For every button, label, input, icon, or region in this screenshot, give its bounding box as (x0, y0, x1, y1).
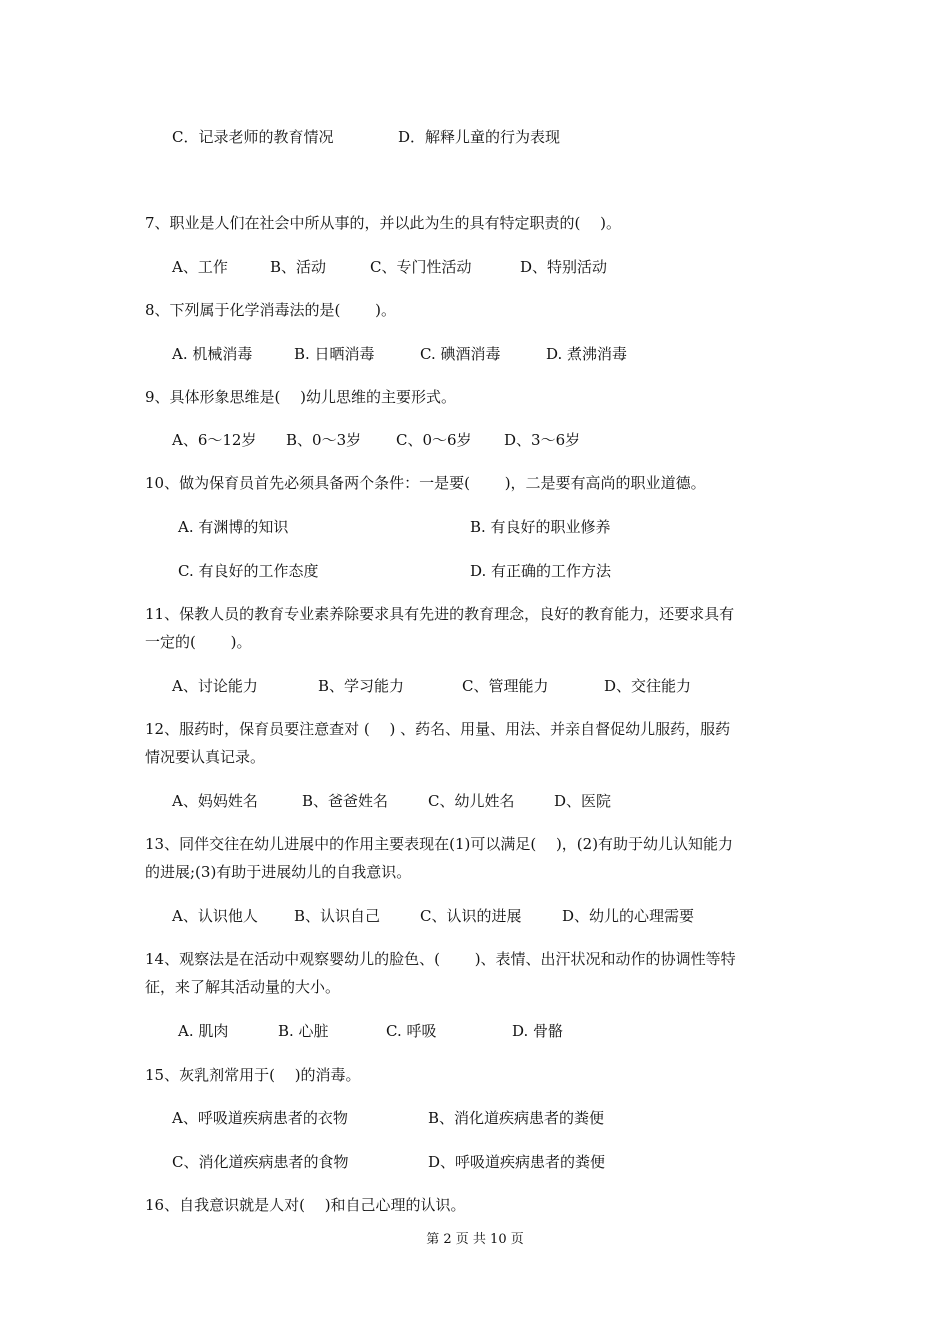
q13-option-b: B、认识自己 (294, 907, 381, 925)
q14-option-b: B. 心脏 (278, 1022, 329, 1040)
q7-option-d: D、特别活动 (520, 258, 608, 276)
q11-stem-line2: 一定的( )。 (145, 633, 252, 651)
q11-option-b: B、学习能力 (318, 677, 405, 695)
q12-option-a: A、妈妈姓名 (172, 792, 258, 810)
q8-option-a: A. 机械消毒 (172, 345, 253, 363)
q7-option-b: B、活动 (270, 258, 327, 276)
q8-stem: 8、下列属于化学消毒法的是( )。 (145, 301, 397, 319)
q15-stem: 15、灰乳剂常用于( )的消毒。 (145, 1066, 361, 1084)
q13-option-d: D、幼儿的心理需要 (562, 907, 695, 925)
q11-option-c: C、管理能力 (462, 677, 549, 695)
q8-option-b: B. 日晒消毒 (294, 345, 375, 363)
q10-option-b: B. 有良好的职业修养 (470, 518, 611, 536)
q6-option-d: D．解释儿童的行为表现 (398, 128, 561, 146)
q12-option-d: D、医院 (554, 792, 612, 810)
q8-option-c: C. 碘酒消毒 (420, 345, 501, 363)
q7-option-c: C、专门性活动 (370, 258, 472, 276)
q9-option-b: B、0～3岁 (286, 431, 362, 449)
q9-option-d: D、3～6岁 (504, 431, 581, 449)
page-footer: 第 2 页 共 10 页 (426, 1232, 524, 1247)
q15-option-b: B、消化道疾病患者的粪便 (428, 1109, 605, 1127)
q12-option-c: C、幼儿姓名 (428, 792, 515, 810)
q10-option-a: A. 有渊博的知识 (178, 518, 289, 536)
q14-option-d: D. 骨骼 (512, 1022, 564, 1040)
q13-option-a: A、认识他人 (172, 907, 258, 925)
q14-stem-line1: 14、观察法是在活动中观察婴幼儿的脸色、( )、表情、出汗状况和动作的协调性等特 (145, 950, 736, 968)
q10-option-c: C. 有良好的工作态度 (178, 562, 319, 580)
q12-stem-line2: 情况要认真记录。 (145, 748, 266, 766)
q9-stem: 9、具体形象思维是( )幼儿思维的主要形式。 (145, 388, 457, 406)
q11-stem-line1: 11、保教人员的教育专业素养除要求具有先进的教育理念，良好的教育能力，还要求具有 (145, 605, 735, 623)
q13-stem-line1: 13、同伴交往在幼儿进展中的作用主要表现在(1)可以满足( )，(2)有助于幼儿认知能力 (145, 835, 734, 853)
q12-stem-line1: 12、服药时，保育员要注意查对 ( ) 、药名、用量、用法、并亲自督促幼儿服药，服药 (145, 720, 731, 738)
q16-stem: 16、自我意识就是人对( )和自己心理的认识。 (145, 1196, 466, 1214)
q9-option-a: A、6～12岁 (172, 431, 257, 449)
q14-stem-line2: 征，来了解其活动量的大小。 (145, 978, 341, 996)
q15-option-a: A、呼吸道疾病患者的衣物 (172, 1109, 348, 1127)
q13-option-c: C、认识的进展 (420, 907, 522, 925)
q15-option-d: D、呼吸道疾病患者的粪便 (428, 1153, 606, 1171)
q13-stem-line2: 的进展;(3)有助于进展幼儿的自我意识。 (145, 863, 412, 881)
q12-option-b: B、爸爸姓名 (302, 792, 389, 810)
q14-option-c: C. 呼吸 (386, 1022, 437, 1040)
q11-option-a: A、讨论能力 (172, 677, 258, 695)
q9-option-c: C、0～6岁 (396, 431, 472, 449)
q10-stem: 10、做为保育员首先必须具备两个条件：一是要( )，二是要有高尚的职业道德。 (145, 474, 706, 492)
q8-option-d: D. 煮沸消毒 (546, 345, 628, 363)
q11-option-d: D、交往能力 (604, 677, 692, 695)
q7-stem: 7、职业是人们在社会中所从事的，并以此为生的具有特定职责的( )。 (145, 214, 622, 232)
q10-option-d: D. 有正确的工作方法 (470, 562, 612, 580)
q15-option-c: C、消化道疾病患者的食物 (172, 1153, 349, 1171)
q6-option-c: C．记录老师的教育情况 (172, 128, 334, 146)
q14-option-a: A. 肌肉 (178, 1022, 229, 1040)
q7-option-a: A、工作 (172, 258, 228, 276)
